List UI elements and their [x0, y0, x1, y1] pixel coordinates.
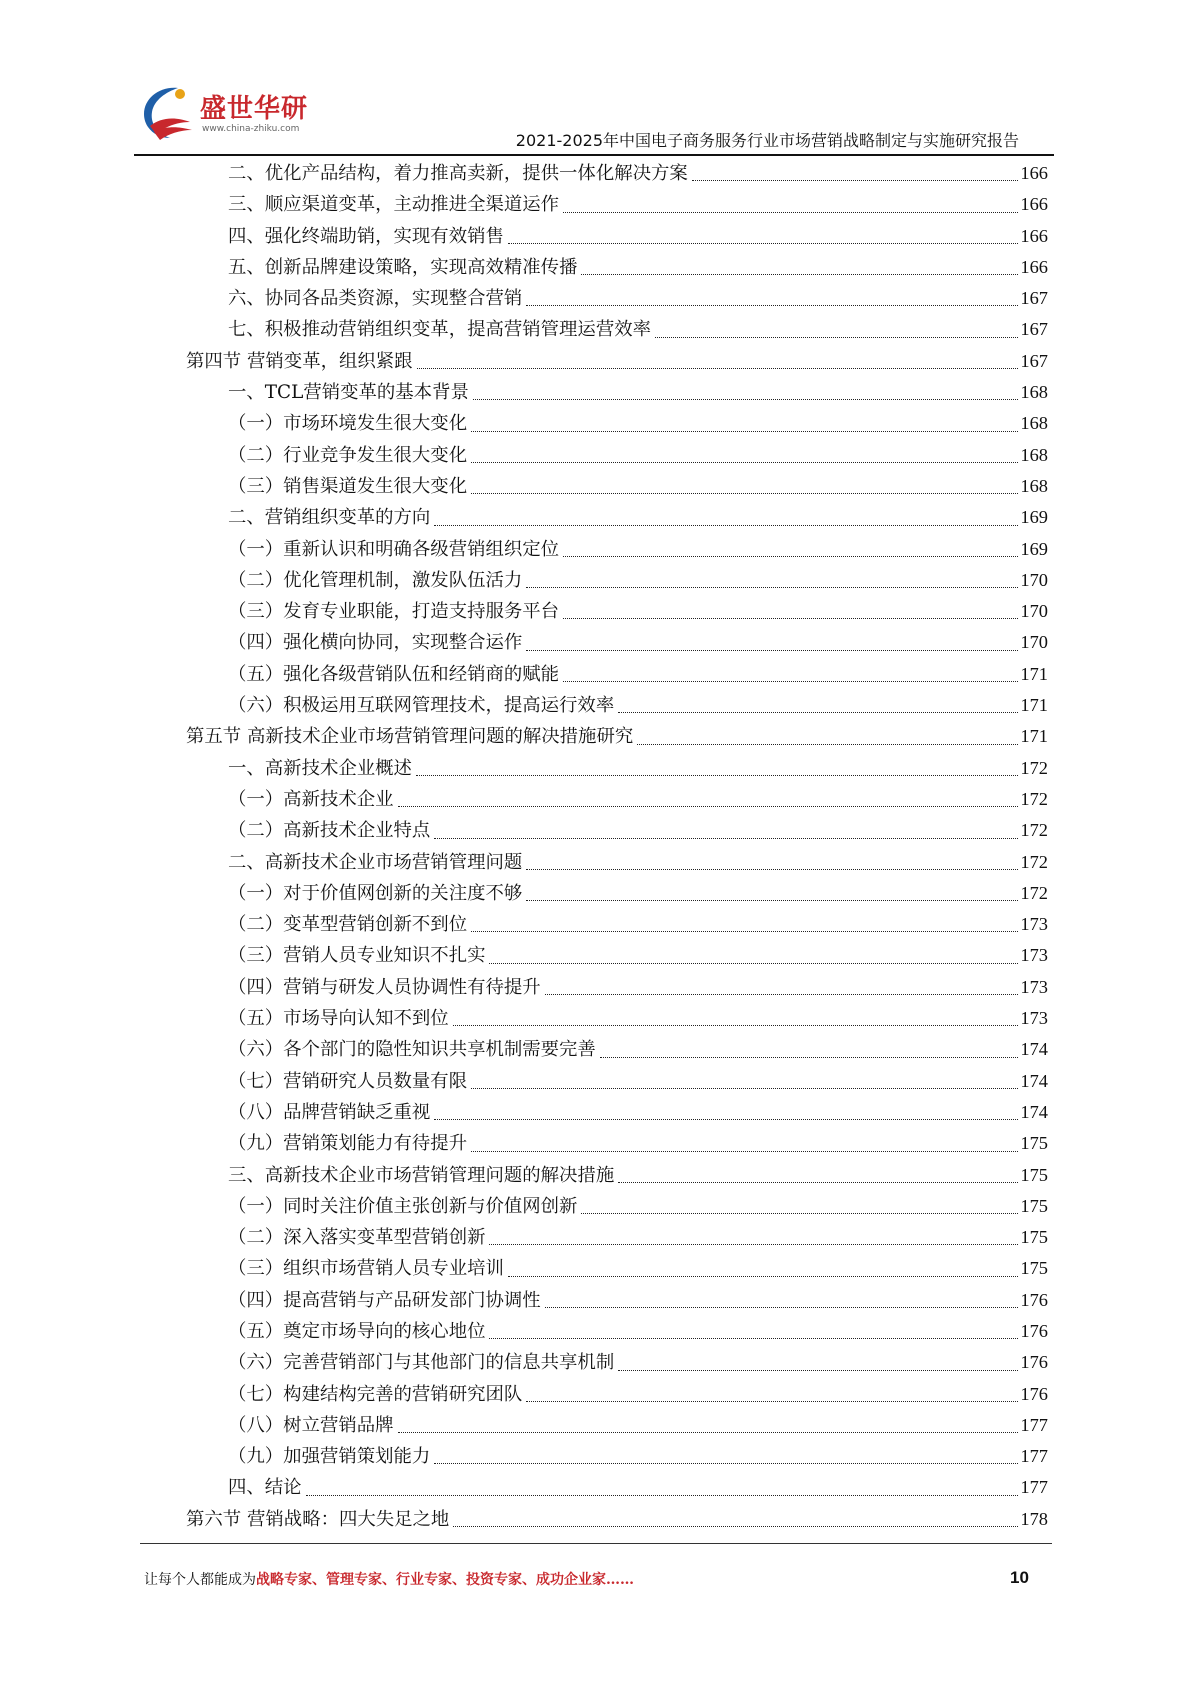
- toc-entry-page: 173: [1020, 1008, 1048, 1029]
- toc-entry-label: 第五节 高新技术企业市场营销管理问题的解决措施研究: [186, 726, 634, 748]
- toc-dot-leader: [526, 899, 1018, 901]
- toc-entry-label: （七）构建结构完善的营销研究团队: [228, 1383, 523, 1405]
- table-of-contents: [186, 158, 1048, 1535]
- toc-dot-leader: [508, 242, 1019, 244]
- header-divider: [134, 154, 1054, 156]
- toc-entry[interactable]: [186, 1441, 1048, 1472]
- toc-entry-label: 一、TCL营销变革的基本背景: [228, 382, 469, 404]
- footer-slogan-prefix: 让每个人都能成为: [144, 1572, 256, 1588]
- toc-entry-page: 177: [1020, 1414, 1048, 1435]
- toc-dot-leader: [545, 993, 1019, 995]
- toc-dot-leader: [655, 336, 1018, 338]
- toc-dot-leader: [526, 1400, 1018, 1402]
- toc-entry[interactable]: [186, 565, 1048, 596]
- toc-entry-page: 174: [1020, 1101, 1048, 1122]
- toc-entry-page: 176: [1020, 1289, 1048, 1310]
- toc-dot-leader: [618, 1369, 1018, 1371]
- toc-dot-leader: [416, 774, 1018, 776]
- toc-entry-page: 174: [1020, 1039, 1048, 1060]
- toc-entry[interactable]: [186, 1379, 1048, 1410]
- report-title: 2021-2025年中国电子商务服务行业市场营销战略制定与实施研究报告: [515, 131, 1019, 150]
- toc-dot-leader: [526, 649, 1018, 651]
- toc-entry[interactable]: [186, 1097, 1048, 1128]
- toc-entry-page: 166: [1020, 163, 1048, 183]
- toc-entry-page: 178: [1020, 1508, 1048, 1529]
- toc-entry-label: 第四节 营销变革，组织紧跟: [186, 350, 413, 372]
- toc-dot-leader: [306, 1494, 1019, 1496]
- toc-entry-label: （二）行业竞争发生很大变化: [228, 444, 468, 466]
- toc-entry[interactable]: [186, 471, 1048, 502]
- toc-dot-leader: [398, 805, 1019, 807]
- toc-entry-page: 174: [1020, 1070, 1048, 1091]
- toc-entry[interactable]: [186, 1410, 1048, 1441]
- toc-entry-label: （三）组织市场营销人员专业培训: [228, 1258, 504, 1280]
- toc-entry-page: 172: [1020, 851, 1048, 872]
- toc-entry-label: （二）优化管理机制，激发队伍活力: [228, 569, 523, 591]
- toc-dot-leader: [526, 304, 1018, 306]
- toc-entry-page: 171: [1020, 695, 1048, 716]
- toc-dot-leader: [417, 367, 1019, 369]
- toc-entry-label: （五）强化各级营销队伍和经销商的赋能: [228, 663, 560, 685]
- toc-dot-leader: [471, 1150, 1018, 1152]
- toc-entry-page: 166: [1020, 225, 1048, 246]
- toc-entry[interactable]: [186, 1222, 1048, 1253]
- toc-dot-leader: [398, 1431, 1019, 1433]
- toc-entry-label: 三、顺应渠道变革，主动推进全渠道运作: [228, 194, 560, 216]
- toc-entry[interactable]: [186, 346, 1048, 377]
- toc-entry[interactable]: [186, 283, 1048, 314]
- toc-entry-label: （五）奠定市场导向的核心地位: [228, 1320, 486, 1342]
- toc-dot-leader: [453, 1525, 1018, 1527]
- toc-entry-page: 176: [1020, 1352, 1048, 1373]
- toc-entry[interactable]: [186, 252, 1048, 283]
- toc-entry-page: 167: [1020, 350, 1048, 371]
- toc-entry-page: 173: [1020, 976, 1048, 997]
- toc-entry-page: 172: [1020, 788, 1048, 809]
- toc-dot-leader: [600, 1056, 1019, 1058]
- toc-entry-page: 171: [1020, 726, 1048, 747]
- toc-dot-leader: [489, 962, 1018, 964]
- toc-dot-leader: [545, 1306, 1019, 1308]
- toc-entry[interactable]: [186, 1066, 1048, 1097]
- toc-dot-leader: [471, 430, 1018, 432]
- toc-entry-label: 五、创新品牌建设策略，实现高效精准传播: [228, 256, 578, 278]
- toc-entry-page: 166: [1020, 194, 1048, 215]
- toc-entry[interactable]: [186, 221, 1048, 252]
- logo-emblem-icon: [138, 82, 200, 144]
- toc-entry-page: 175: [1020, 1133, 1048, 1154]
- toc-dot-leader: [508, 1275, 1019, 1277]
- toc-entry-label: 三、高新技术企业市场营销管理问题的解决措施: [228, 1164, 615, 1186]
- toc-entry-page: 168: [1020, 413, 1048, 434]
- toc-entry-label: （一）高新技术企业: [228, 788, 394, 810]
- toc-entry[interactable]: [186, 158, 1048, 189]
- toc-entry[interactable]: [186, 502, 1048, 533]
- toc-entry-page: 177: [1020, 1446, 1048, 1467]
- toc-dot-leader: [618, 1181, 1018, 1183]
- toc-entry-label: （三）发育专业职能，打造支持服务平台: [228, 601, 560, 623]
- toc-entry-page: 177: [1020, 1477, 1048, 1498]
- toc-entry-label: （六）完善营销部门与其他部门的信息共享机制: [228, 1352, 615, 1374]
- toc-dot-leader: [473, 398, 1019, 400]
- toc-dot-leader: [453, 1024, 1019, 1026]
- toc-entry-page: 166: [1020, 256, 1048, 277]
- toc-entry-page: 175: [1020, 1195, 1048, 1216]
- toc-entry-label: （八）品牌营销缺乏重视: [228, 1101, 431, 1123]
- toc-entry-page: 168: [1020, 444, 1048, 465]
- toc-entry-label: （一）同时关注价值主张创新与价值网创新: [228, 1195, 578, 1217]
- toc-entry-label: （六）积极运用互联网管理技术，提高运行效率: [228, 695, 615, 717]
- toc-entry[interactable]: [186, 408, 1048, 439]
- toc-entry-page: 175: [1020, 1164, 1048, 1185]
- toc-entry[interactable]: [186, 440, 1048, 471]
- toc-entry-label: （七）营销研究人员数量有限: [228, 1070, 468, 1092]
- toc-dot-leader: [471, 930, 1018, 932]
- toc-entry[interactable]: [186, 878, 1048, 909]
- toc-dot-leader: [618, 711, 1018, 713]
- toc-entry-page: 171: [1020, 663, 1048, 684]
- toc-entry[interactable]: [186, 627, 1048, 658]
- page-number: 10: [1010, 1568, 1029, 1587]
- toc-entry-page: 172: [1020, 820, 1048, 841]
- toc-entry[interactable]: [186, 690, 1048, 721]
- toc-dot-leader: [434, 837, 1018, 839]
- toc-dot-leader: [434, 1462, 1018, 1464]
- toc-entry-page: 176: [1020, 1383, 1048, 1404]
- toc-dot-leader: [692, 179, 1019, 181]
- toc-entry-page: 168: [1020, 382, 1048, 403]
- toc-entry-label: （四）营销与研发人员协调性有待提升: [228, 976, 541, 998]
- toc-entry-page: 172: [1020, 882, 1048, 903]
- toc-entry-page: 172: [1020, 757, 1048, 778]
- toc-dot-leader: [471, 492, 1018, 494]
- toc-entry[interactable]: [186, 1191, 1048, 1222]
- logo-url: www.china-zhiku.com: [202, 124, 300, 134]
- toc-entry[interactable]: [186, 314, 1048, 345]
- toc-entry-label: （九）加强营销策划能力: [228, 1446, 431, 1468]
- toc-dot-leader: [434, 1118, 1018, 1120]
- toc-entry-label: （二）变革型营销创新不到位: [228, 914, 468, 936]
- toc-entry[interactable]: [186, 659, 1048, 690]
- toc-entry-page: 170: [1020, 632, 1048, 653]
- toc-entry[interactable]: [186, 1472, 1048, 1503]
- toc-dot-leader: [563, 680, 1018, 682]
- toc-entry[interactable]: [186, 596, 1048, 627]
- toc-entry-page: 170: [1020, 601, 1048, 622]
- footer-divider: [140, 1543, 1052, 1544]
- toc-entry[interactable]: [186, 534, 1048, 565]
- toc-entry-page: 167: [1020, 319, 1048, 340]
- toc-entry-page: 173: [1020, 945, 1048, 966]
- toc-entry-label: （二）深入落实变革型营销创新: [228, 1227, 486, 1249]
- toc-entry-page: 169: [1020, 538, 1048, 559]
- toc-entry[interactable]: [186, 972, 1048, 1003]
- toc-entry-label: （四）强化横向协同，实现整合运作: [228, 632, 523, 654]
- toc-entry-label: （一）对于价值网创新的关注度不够: [228, 882, 523, 904]
- toc-entry[interactable]: [186, 1160, 1048, 1191]
- toc-entry-label: （一）市场环境发生很大变化: [228, 413, 468, 435]
- toc-entry-label: 二、高新技术企业市场营销管理问题: [228, 851, 523, 873]
- toc-entry-label: （九）营销策划能力有待提升: [228, 1133, 468, 1155]
- toc-entry-label: （三）销售渠道发生很大变化: [228, 475, 468, 497]
- toc-entry-label: 二、优化产品结构，着力推高卖新，提供一体化解决方案: [228, 163, 688, 184]
- toc-dot-leader: [526, 868, 1018, 870]
- toc-entry[interactable]: [186, 1285, 1048, 1316]
- toc-entry-label: （四）提高营销与产品研发部门协调性: [228, 1289, 541, 1311]
- toc-entry-label: （五）市场导向认知不到位: [228, 1008, 449, 1030]
- toc-entry[interactable]: [186, 377, 1048, 408]
- toc-entry-label: （六）各个部门的隐性知识共享机制需要完善: [228, 1039, 596, 1061]
- toc-entry[interactable]: [186, 940, 1048, 971]
- toc-entry[interactable]: [186, 189, 1048, 220]
- toc-entry-label: 七、积极推动营销组织变革，提高营销管理运营效率: [228, 319, 651, 341]
- toc-entry-page: 175: [1020, 1258, 1048, 1279]
- toc-entry-label: 二、营销组织变革的方向: [228, 507, 431, 529]
- toc-entry-page: 168: [1020, 475, 1048, 496]
- toc-entry[interactable]: [186, 1347, 1048, 1378]
- toc-entry-label: （二）高新技术企业特点: [228, 820, 431, 842]
- toc-entry-label: （一）重新认识和明确各级营销组织定位: [228, 538, 560, 560]
- toc-dot-leader: [581, 1212, 1018, 1214]
- footer-slogan-highlight: 战略专家、管理专家、行业专家、投资专家、成功企业家……: [256, 1572, 634, 1588]
- toc-entry-page: 167: [1020, 288, 1048, 309]
- toc-dot-leader: [581, 273, 1018, 275]
- toc-dot-leader: [563, 617, 1018, 619]
- toc-entry[interactable]: [186, 1253, 1048, 1284]
- toc-entry[interactable]: [186, 847, 1048, 878]
- toc-entry-page: 173: [1020, 914, 1048, 935]
- toc-entry-label: 一、高新技术企业概述: [228, 757, 412, 779]
- toc-entry-label: （八）树立营销品牌: [228, 1414, 394, 1436]
- toc-entry[interactable]: [186, 815, 1048, 846]
- toc-entry-page: 176: [1020, 1320, 1048, 1341]
- toc-dot-leader: [489, 1243, 1018, 1245]
- toc-entry[interactable]: [186, 909, 1048, 940]
- toc-entry-page: 170: [1020, 569, 1048, 590]
- toc-dot-leader: [489, 1337, 1018, 1339]
- toc-dot-leader: [563, 211, 1018, 213]
- toc-dot-leader: [637, 743, 1018, 745]
- toc-entry-page: 175: [1020, 1227, 1048, 1248]
- toc-entry[interactable]: [186, 721, 1048, 752]
- toc-entry[interactable]: [186, 1316, 1048, 1347]
- toc-entry-label: 四、结论: [228, 1477, 302, 1499]
- company-logo: [138, 82, 318, 150]
- toc-entry-label: 第六节 营销战略：四大失足之地: [186, 1508, 450, 1530]
- toc-dot-leader: [434, 524, 1018, 526]
- toc-entry[interactable]: [186, 784, 1048, 815]
- toc-entry[interactable]: [186, 1003, 1048, 1034]
- logo-text: 盛世华研: [200, 94, 309, 124]
- toc-entry-label: 四、强化终端助销，实现有效销售: [228, 225, 504, 247]
- toc-dot-leader: [471, 461, 1018, 463]
- toc-dot-leader: [471, 1087, 1018, 1089]
- toc-entry-label: 六、协同各品类资源，实现整合营销: [228, 288, 523, 310]
- toc-entry-page: 169: [1020, 507, 1048, 528]
- toc-entry[interactable]: [186, 1504, 1048, 1535]
- toc-entry[interactable]: [186, 753, 1048, 784]
- footer-slogan: [144, 1569, 634, 1589]
- toc-dot-leader: [563, 555, 1018, 557]
- toc-entry-label: （三）营销人员专业知识不扎实: [228, 945, 486, 967]
- toc-entry[interactable]: [186, 1128, 1048, 1159]
- toc-entry[interactable]: [186, 1034, 1048, 1065]
- page-header: [0, 0, 1191, 160]
- toc-dot-leader: [526, 586, 1018, 588]
